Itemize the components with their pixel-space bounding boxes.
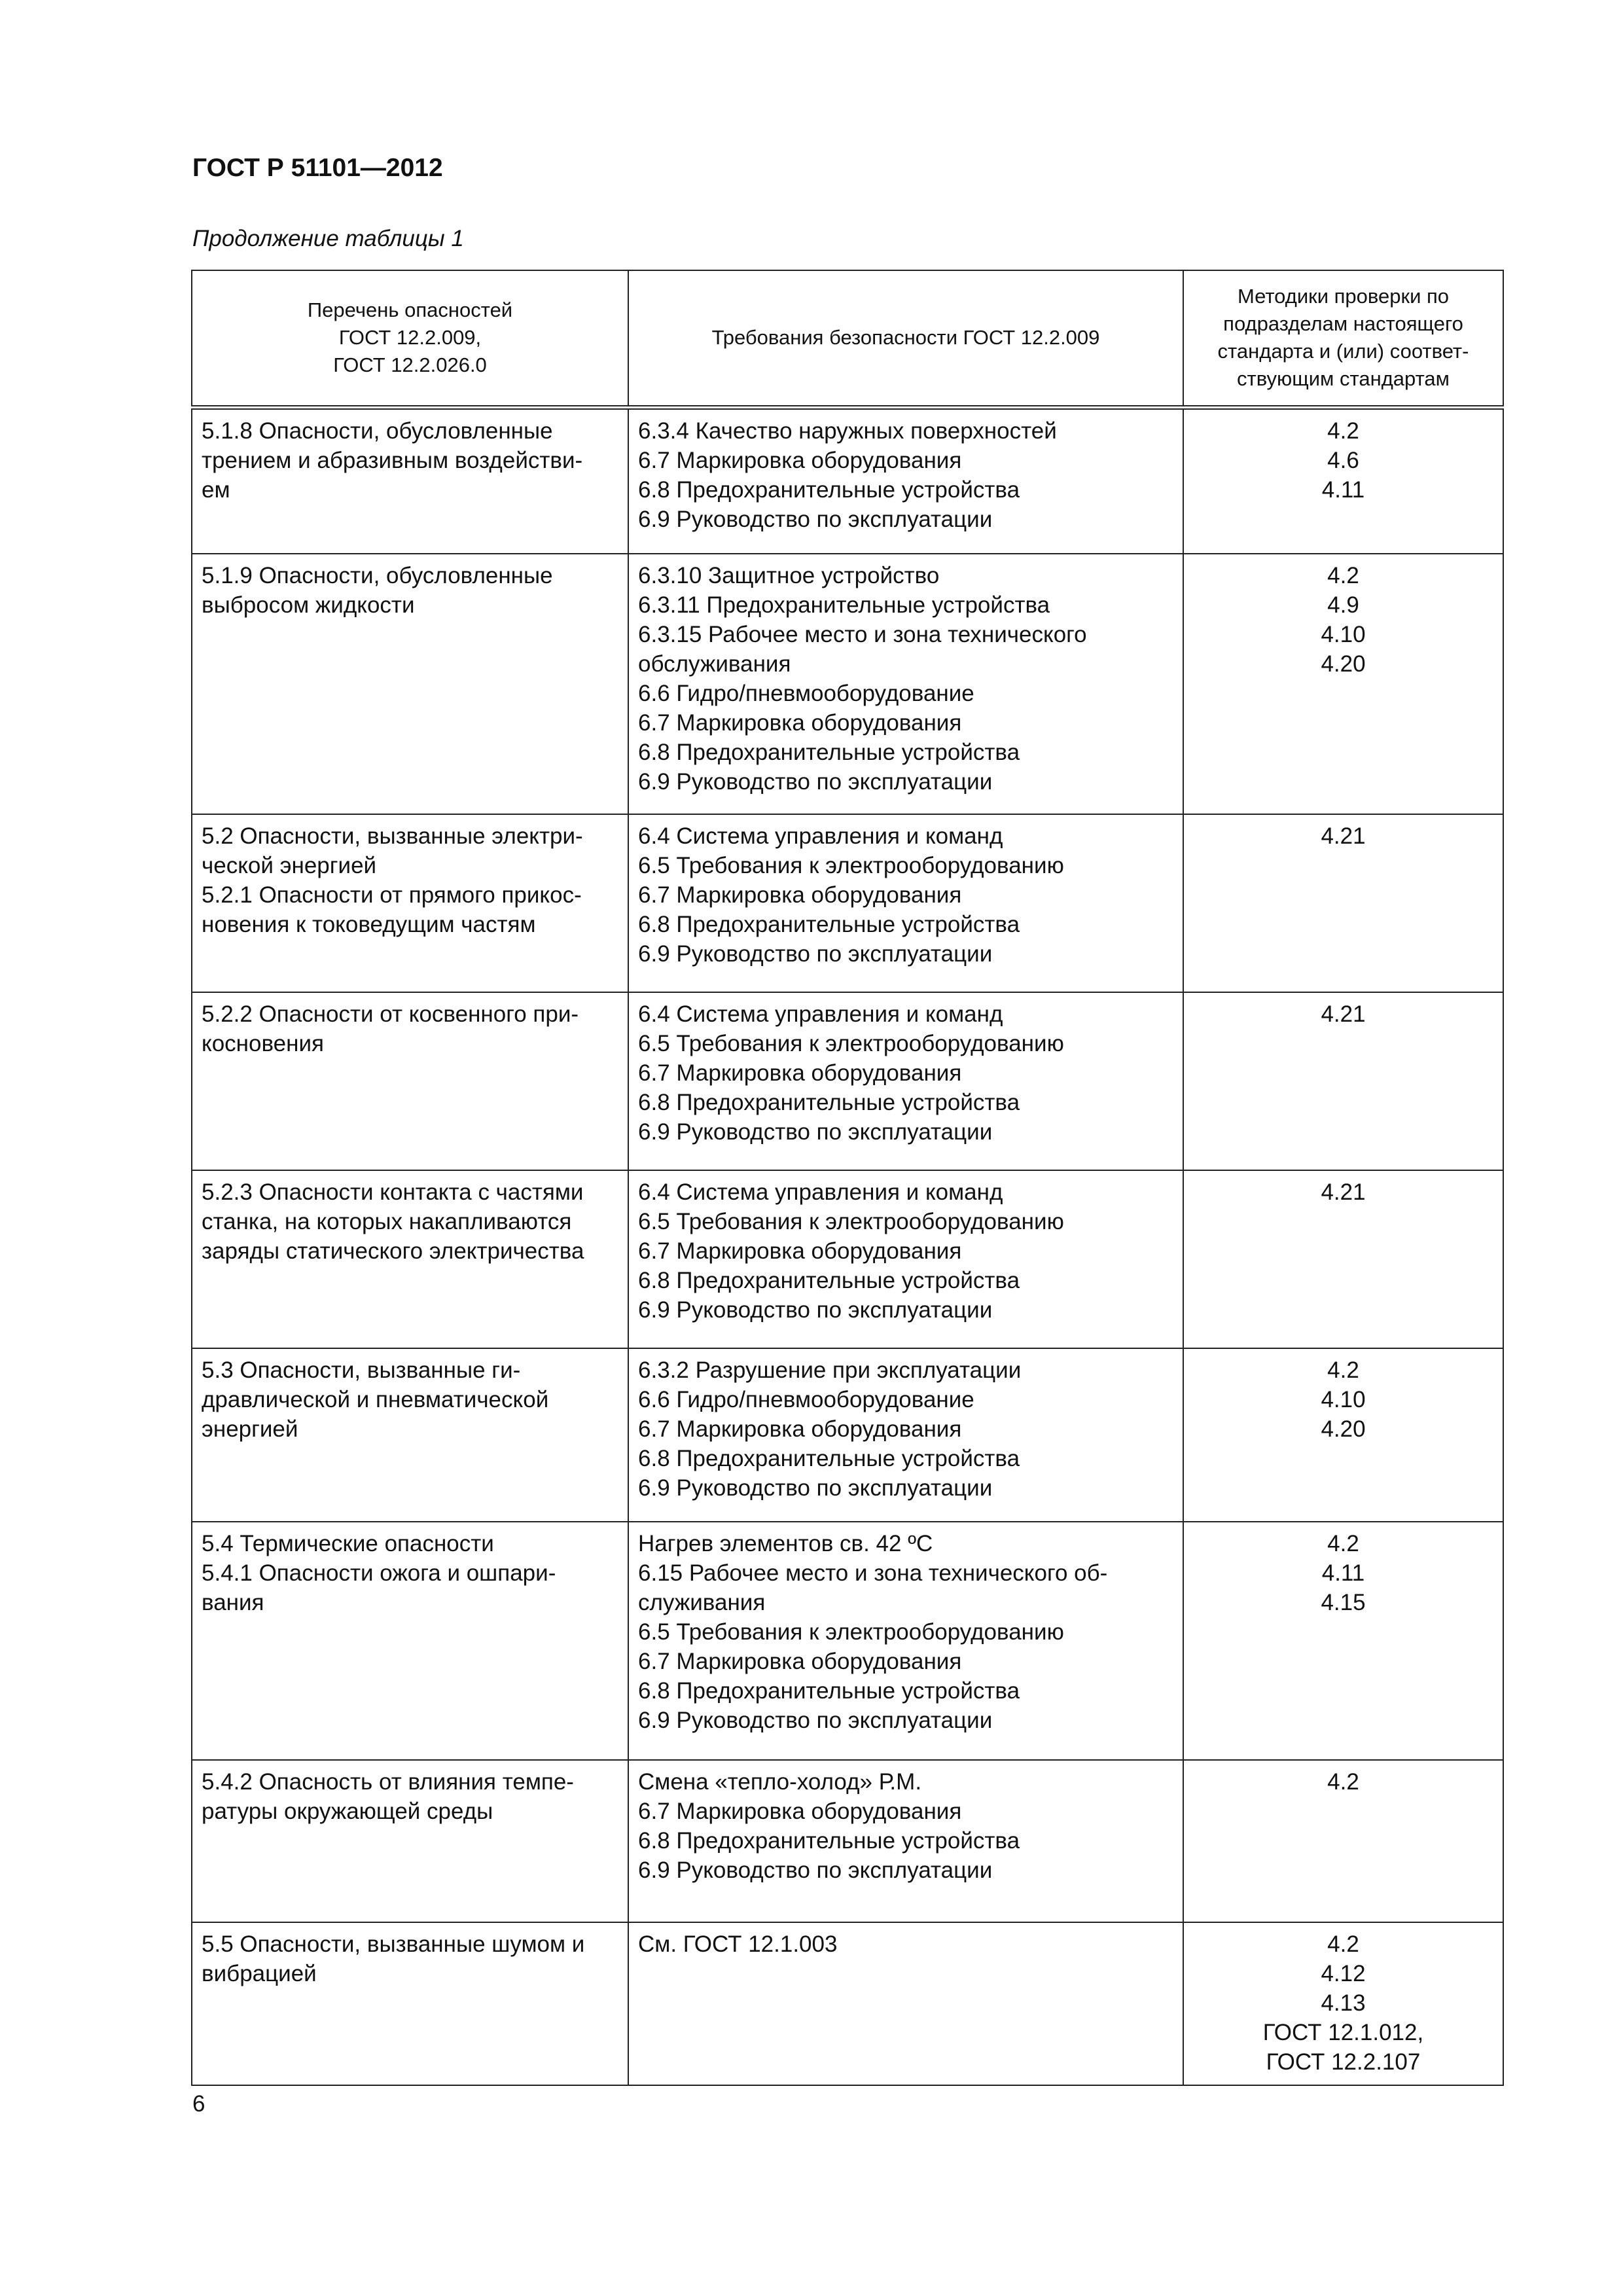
table-body bbox=[192, 407, 1503, 2085]
table-row bbox=[192, 992, 1503, 1170]
requirement-line: 6.8 Предохранительные устройства bbox=[638, 740, 1020, 765]
requirement-line: 6.8 Предохранительные устройства bbox=[638, 1678, 1020, 1704]
requirement-line: 6.8 Предохранительные устройства bbox=[638, 1268, 1020, 1293]
method-line: 4.21 bbox=[1321, 823, 1366, 849]
hazard-cell: 5.4 Термические опасности 5.4.1 Опасности ожога и ошпари- вания bbox=[192, 1522, 628, 1760]
method-line: 4.21 bbox=[1321, 1001, 1366, 1027]
hazard-cell: 5.2 Опасности, вызванные электри- ческой энергией 5.2.1 Опасности от прямого прикос- новения к токоведущим частям bbox=[192, 814, 628, 992]
method-line: 4.20 bbox=[1321, 1416, 1366, 1442]
requirements-cell bbox=[628, 407, 1183, 554]
page-number: 6 bbox=[192, 2091, 205, 2117]
requirements-table bbox=[191, 270, 1504, 2086]
requirements-cell bbox=[628, 992, 1183, 1170]
requirement-line: 6.9 Руководство по эксплуатации bbox=[638, 506, 993, 532]
table-row bbox=[192, 407, 1503, 554]
requirement-line: 6.7 Маркировка оборудования bbox=[638, 882, 962, 908]
table-row bbox=[192, 1348, 1503, 1522]
methods-cell bbox=[1183, 554, 1503, 814]
requirement-line: 6.6 Гидро/пневмооборудование bbox=[638, 681, 974, 706]
header-row bbox=[192, 270, 1503, 407]
requirements-cell bbox=[628, 1760, 1183, 1922]
document-title: ГОСТ Р 51101—2012 bbox=[192, 154, 443, 182]
requirement-line: 6.5 Требования к электрооборудованию bbox=[638, 1619, 1064, 1645]
requirement-line: 6.4 Система управления и команд bbox=[638, 1001, 1003, 1027]
requirement-line: 6.4 Система управления и команд bbox=[638, 1179, 1003, 1205]
requirements-cell bbox=[628, 814, 1183, 992]
requirement-line: 6.9 Руководство по эксплуатации bbox=[638, 1297, 993, 1323]
method-line: ГОСТ 12.2.107 bbox=[1266, 2049, 1421, 2075]
hazard-cell: 5.1.9 Опасности, обусловленные выбросом жидкости bbox=[192, 554, 628, 814]
methods-cell bbox=[1183, 1922, 1503, 2085]
requirement-line: 6.7 Маркировка оборудования bbox=[638, 1649, 962, 1674]
method-line: 4.9 bbox=[1327, 592, 1359, 618]
requirement-line: 6.3.4 Качество наружных поверхностей bbox=[638, 418, 1057, 444]
requirement-line: 6.9 Руководство по эксплуатации bbox=[638, 1475, 993, 1501]
requirements-cell bbox=[628, 1922, 1183, 2085]
requirement-line: 6.8 Предохранительные устройства bbox=[638, 1446, 1020, 1471]
requirement-line: 6.3.2 Разрушение при эксплуатации bbox=[638, 1357, 1022, 1383]
method-line: 4.21 bbox=[1321, 1179, 1366, 1205]
method-line: 4.20 bbox=[1321, 651, 1366, 677]
table-row bbox=[192, 1170, 1503, 1348]
methods-cell bbox=[1183, 1522, 1503, 1760]
requirement-line: См. ГОСТ 12.1.003 bbox=[638, 1931, 838, 1957]
requirement-line: 6.7 Маркировка оборудования bbox=[638, 710, 962, 736]
requirement-line: 6.4 Система управления и команд bbox=[638, 823, 1003, 849]
requirements-cell bbox=[628, 1170, 1183, 1348]
method-line: 4.2 bbox=[1327, 1531, 1359, 1556]
method-line: 4.2 bbox=[1327, 418, 1359, 444]
table-row bbox=[192, 1522, 1503, 1760]
requirement-line: 6.6 Гидро/пневмооборудование bbox=[638, 1387, 974, 1412]
method-line: 4.6 bbox=[1327, 447, 1359, 473]
table-caption: Продолжение таблицы 1 bbox=[192, 226, 464, 251]
requirement-line: 6.9 Руководство по эксплуатации bbox=[638, 1708, 993, 1733]
method-line: 4.2 bbox=[1327, 1769, 1359, 1795]
hazard-cell: 5.3 Опасности, вызванные ги- дравлической и пневматической энергией bbox=[192, 1348, 628, 1522]
requirement-line: обслуживания bbox=[638, 651, 791, 677]
requirements-cell bbox=[628, 554, 1183, 814]
method-line: 4.11 bbox=[1321, 1560, 1365, 1586]
requirement-line: 6.5 Требования к электрооборудованию bbox=[638, 1031, 1064, 1056]
requirement-line: 6.9 Руководство по эксплуатации bbox=[638, 1857, 993, 1883]
hazard-cell: 5.2.2 Опасности от косвенного при- косновения bbox=[192, 992, 628, 1170]
methods-cell bbox=[1183, 1760, 1503, 1922]
requirement-line: 6.5 Требования к электрооборудованию bbox=[638, 1209, 1064, 1234]
requirement-line: служивания bbox=[638, 1590, 766, 1615]
header-hazards: Перечень опасностей ГОСТ 12.2.009, ГОСТ 12.2.026.0 bbox=[192, 270, 628, 407]
requirement-line: 6.7 Маркировка оборудования bbox=[638, 447, 962, 473]
requirement-line: 6.3.15 Рабочее место и зона технического bbox=[638, 622, 1087, 647]
hazard-cell: 5.1.8 Опасности, обусловленные трением и абразивным воздействи- ем bbox=[192, 407, 628, 554]
hazard-cell: 5.2.3 Опасности контакта с частями станка, на которых накапливаются заряды статического электричества bbox=[192, 1170, 628, 1348]
method-line: 4.10 bbox=[1321, 1387, 1366, 1412]
requirement-line: 6.9 Руководство по эксплуатации bbox=[638, 941, 993, 967]
hazard-cell: 5.4.2 Опасность от влияния темпе- ратуры окружающей среды bbox=[192, 1760, 628, 1922]
requirement-line: 6.7 Маркировка оборудования bbox=[638, 1060, 962, 1086]
method-line: 4.12 bbox=[1321, 1961, 1366, 1986]
table-header bbox=[192, 270, 1503, 407]
methods-cell bbox=[1183, 1348, 1503, 1522]
requirement-line: 6.3.11 Предохранительные устройства bbox=[638, 592, 1050, 618]
table-row bbox=[192, 814, 1503, 992]
header-requirements: Требования безопасности ГОСТ 12.2.009 bbox=[628, 270, 1183, 407]
requirement-line: 6.5 Требования к электрооборудованию bbox=[638, 853, 1064, 878]
table-row bbox=[192, 1922, 1503, 2085]
requirement-line: 6.8 Предохранительные устройства bbox=[638, 912, 1020, 937]
requirement-line: 6.15 Рабочее место и зона технического об- bbox=[638, 1560, 1108, 1586]
method-line: 4.2 bbox=[1327, 563, 1359, 588]
hazard-cell: 5.5 Опасности, вызванные шумом и вибрацией bbox=[192, 1922, 628, 2085]
requirements-cell bbox=[628, 1522, 1183, 1760]
requirement-line: 6.8 Предохранительные устройства bbox=[638, 476, 1020, 503]
requirement-line: Нагрев элементов св. 42 ºС bbox=[638, 1531, 933, 1556]
method-line: 4.2 bbox=[1327, 1931, 1359, 1957]
method-line: 4.13 bbox=[1321, 1990, 1366, 2016]
method-line: 4.15 bbox=[1321, 1590, 1366, 1615]
requirement-line: 6.9 Руководство по эксплуатации bbox=[638, 769, 993, 795]
requirement-line: 6.9 Руководство по эксплуатации bbox=[638, 1119, 993, 1145]
methods-cell bbox=[1183, 1170, 1503, 1348]
header-methods: Методики проверки по подразделам настоящего стандарта и (или) соответ- ствующим стандартам bbox=[1183, 270, 1503, 407]
requirement-line: 6.7 Маркировка оборудования bbox=[638, 1238, 962, 1264]
method-line: ГОСТ 12.1.012, bbox=[1262, 2020, 1424, 2045]
requirements-cell bbox=[628, 1348, 1183, 1522]
method-line: 4.10 bbox=[1321, 622, 1366, 647]
requirement-line: 6.8 Предохранительные устройства bbox=[638, 1828, 1020, 1854]
methods-cell bbox=[1183, 814, 1503, 992]
method-line: 4.11 bbox=[1321, 476, 1365, 503]
requirement-line: 6.7 Маркировка оборудования bbox=[638, 1416, 962, 1442]
requirement-line: 6.3.10 Защитное устройство bbox=[638, 563, 940, 588]
method-line: 4.2 bbox=[1327, 1357, 1359, 1383]
table-row bbox=[192, 554, 1503, 814]
requirement-line: Смена «тепло-холод» Р.М. bbox=[638, 1769, 922, 1795]
methods-cell bbox=[1183, 992, 1503, 1170]
requirement-line: 6.8 Предохранительные устройства bbox=[638, 1090, 1020, 1115]
table-row bbox=[192, 1760, 1503, 1922]
methods-cell bbox=[1183, 407, 1503, 554]
requirement-line: 6.7 Маркировка оборудования bbox=[638, 1799, 962, 1824]
